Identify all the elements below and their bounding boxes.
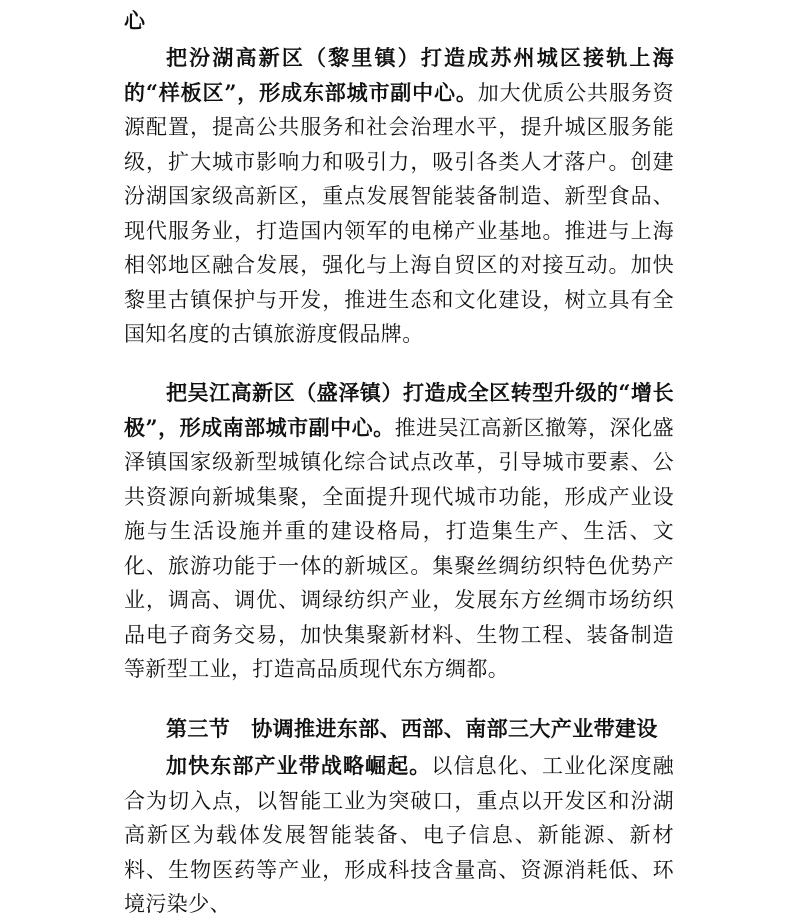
paragraph-eastern-industry-belt (124, 749, 674, 922)
paragraph-eastern-subcenter (124, 41, 674, 352)
paragraph-body: 以信息化、工业化深度融合为切入点，以智能工业为突破口，重点以开发区和汾湖高新区为载体发展智能装备、电子信息、新能源、新材料、生物医药等产业，形成科技含量高、资源消耗低、环境污染少、 (124, 754, 674, 916)
fragment-text: 心 (124, 8, 146, 33)
paragraph-lead: 把吴江高新区（盛泽镇）打造成全区转型升级的“增长极”，形成南部城市副中心。 (124, 380, 674, 440)
paragraph-southern-subcenter (124, 376, 674, 687)
paragraph-body: 加大优质公共服务资源配置，提高公共服务和社会治理水平，提升城区服务能级，扩大城市影响力和吸引力，吸引各类人才落户。创建汾湖国家级高新区，重点发展智能装备制造、新型食品、现代服务业，打造国内领军的电梯产业基地。推进与上海相邻地区融合发展，强化与上海自贸区的对接互动。加快黎里古镇保护与开发，推进生态和文化建设，树立具有全国知名度的古镇旅游度假品牌。 (124, 80, 674, 346)
section-title: 协调推进东部、西部、南部三大产业带建设 (251, 716, 658, 741)
section-heading (166, 712, 658, 747)
paragraph-lead: 加快东部产业带战略崛起。 (166, 753, 432, 778)
paragraph-lead: 把汾湖高新区（黎里镇）打造成苏州城区接轨上海的“样板区”，形成东部城市副中心。 (124, 45, 674, 105)
section-number: 第三节 (166, 716, 231, 741)
paragraph-body: 推进吴江高新区撤筹，深化盛泽镇国家级新型城镇化综合试点改革，引导城市要素、公共资源向新城集聚，全面提升现代城市功能，形成产业设施与生活设施并重的建设格局，打造集生产、生活、文化、旅游功能于一体的新城区。集聚丝绸纺织特色优势产业，调高、调优、调绿纺织产业，发展东方丝绸市场纺织品电子商务交易，加快集聚新材料、生物工程、装备制造等新型工业，打造高品质现代东方绸都。 (124, 415, 675, 681)
fragment-line (124, 4, 674, 39)
